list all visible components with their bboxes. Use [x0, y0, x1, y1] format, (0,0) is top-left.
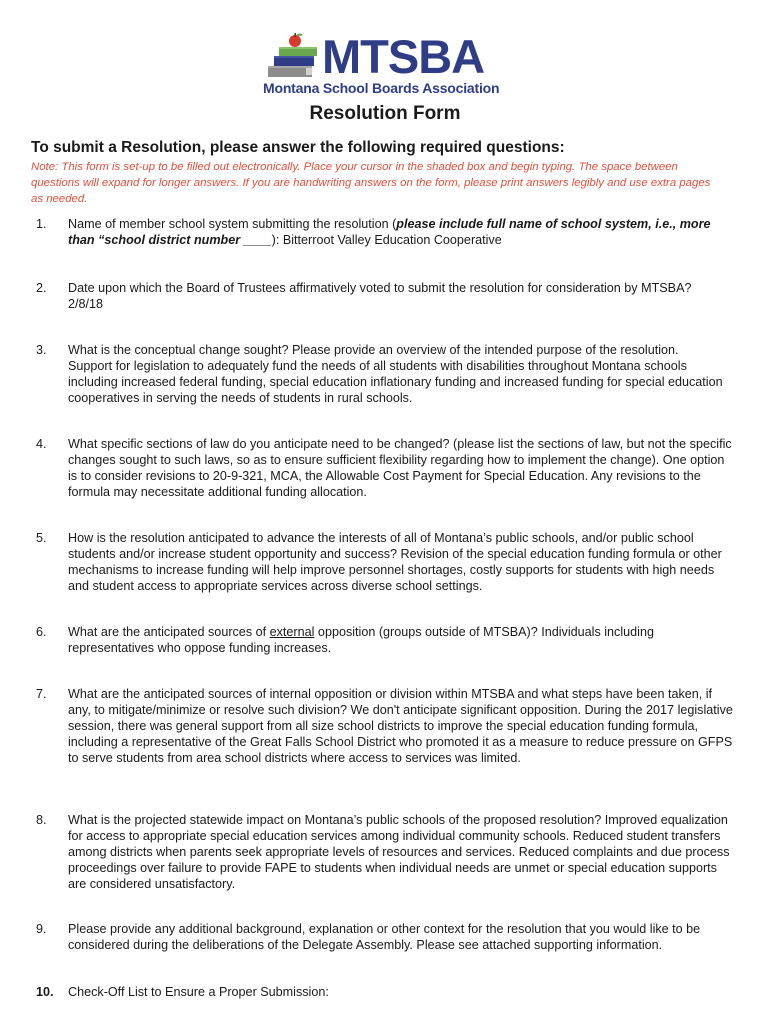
question-number: 7.: [36, 687, 47, 701]
question-9: [36, 921, 736, 953]
question-text: ):: [271, 233, 280, 247]
question-text: opposition (groups outside of MTSBA)?: [314, 625, 538, 639]
question-text: How is the resolution anticipated to advance the interests of all of Montana’s public schools, and/or public school students and/or increase student opportunity and success?: [68, 531, 694, 561]
logo-wordmark: MTSBA: [322, 30, 485, 83]
question-text: What is the projected statewide impact on Montana’s public schools of the proposed resolution?: [68, 813, 602, 827]
question-6: [36, 624, 736, 656]
question-text: Name of member school system submitting the resolution (: [68, 217, 397, 231]
answer-field[interactable]: One option is to consider revisions to 20-9-321, MCA, the Allowable Cost Payment for Special Education. Any revisions to the formula may necessitate additional funding allocation.: [68, 453, 725, 499]
question-number: 6.: [36, 625, 47, 639]
logo-tagline: Montana School Boards Association: [263, 80, 500, 96]
question-4: [36, 436, 736, 500]
question-number: 3.: [36, 343, 47, 357]
question-10: [36, 984, 736, 1000]
instructions-note: Note: This form is set-up to be filled out electronically. Place your cursor in the shaded box and begin typing. The space between questions will expand for longer answers. If you are handwriting answers on the form, please print answers legibly and use extra pages as needed.: [31, 161, 711, 205]
answer-field[interactable]: Please see attached supporting information.: [412, 938, 663, 952]
question-text-underlined: external: [269, 625, 315, 639]
page-title: Resolution Form: [309, 103, 461, 124]
question-number: 8.: [36, 813, 47, 827]
question-text: What specific sections of law do you anticipate need to be changed? (please list the sections of law, but not the specific changes sought to such laws, so as to ensure sufficient flexibility regarding how to implement the change).: [68, 437, 732, 467]
question-8: [36, 812, 736, 892]
answer-field[interactable]: Bitterroot Valley Education Cooperative: [279, 233, 502, 247]
answer-field[interactable]: Revision of the special education funding formula or other mechanisms to increase funding will help improve personnel shortages, costly supports for students with high needs and student access to appropriate services across diverse school settings.: [68, 547, 722, 593]
answer-field[interactable]: Support for legislation to adequately fund the needs of all students with disabilities throughout Montana schools including increased federal funding, special education inflationary funding and increased funding for special education cooperatives in serving the needs of students in rural schools.: [68, 359, 723, 405]
question-number: 10.: [36, 985, 54, 999]
question-number: 5.: [36, 531, 47, 545]
answer-field[interactable]: Individuals including representatives who oppose funding increases.: [68, 625, 654, 655]
question-text-emphasis: please include full name of school system, i.e., more than “school district number ____: [68, 217, 711, 247]
question-text: What are the anticipated sources of: [68, 625, 270, 639]
question-3: [36, 342, 736, 406]
books-apple-icon: [262, 32, 324, 80]
question-1: [36, 216, 736, 248]
question-number: 4.: [36, 437, 47, 451]
answer-field[interactable]: 2/8/18: [68, 297, 104, 311]
answer-field[interactable]: We don't anticipate significant opposition. During the 2017 legislative session, there was general support from all size school districts to improve the special education funding formula, including a representative of the Great Falls School District who promoted it as a measure to reduce pressure on GFPS to serve students from area school districts where access to services was limited.: [68, 703, 733, 765]
question-text: Check-Off List to Ensure a Proper Submission:: [68, 985, 329, 999]
question-number: 9.: [36, 922, 47, 936]
question-text: Please provide any additional background, explanation or other context for the resolution that you would like to be considered during the deliberations of the Delegate Assembly.: [68, 922, 701, 952]
mtsba-logo: [262, 32, 512, 98]
instructions-heading: To submit a Resolution, please answer the following required questions:: [31, 139, 565, 156]
question-2: [36, 280, 736, 312]
question-text: What is the conceptual change sought? Please provide an overview of the intended purpose of the resolution.: [68, 343, 679, 357]
question-number: 2.: [36, 281, 47, 295]
question-text: What are the anticipated sources of internal opposition or division within MTSBA and what steps have been taken, if any, to mitigate/minimize or resolve such division?: [68, 687, 713, 717]
question-number: 1.: [36, 217, 47, 231]
question-5: [36, 530, 736, 594]
answer-field[interactable]: Improved equalization for access to appropriate special education services among individual community schools. Reduced student transfers among districts when parents seek appropriate levels of resources and services. Reduced complaints and due process proceedings over failure to provide FAPE to students when individual needs are unmet or special education supports are considered unsatisfactory.: [68, 813, 730, 891]
question-7: [36, 686, 736, 766]
question-text: Date upon which the Board of Trustees affirmatively voted to submit the resolution for consideration by MTSBA?: [68, 281, 692, 295]
